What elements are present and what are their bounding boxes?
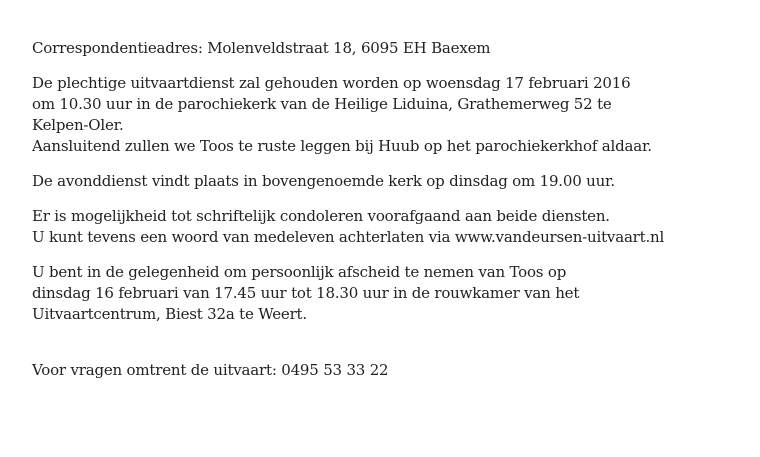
correspondence-address: Correspondentieadres: Molenveldstraat 18, 6095 EH Baexem <box>32 39 491 57</box>
farewell-line: dinsdag 16 februari van 17.45 uur tot 18.30 uur in de rouwkamer van het <box>32 284 580 302</box>
evening-service-paragraph <box>32 171 747 192</box>
funeral-service-paragraph <box>32 73 747 157</box>
funeral-notice-text <box>32 38 747 395</box>
farewell-line: U bent in de gelegenheid om persoonlijk afscheid te nemen van Toos op <box>32 263 567 281</box>
condolence-paragraph <box>32 206 747 248</box>
contact-phone-line: Voor vragen omtrent de uitvaart: 0495 53 33 22 <box>32 361 389 379</box>
condolence-website-line: U kunt tevens een woord van medeleven achterlaten via www.vandeursen-uitvaart.nl <box>32 228 665 246</box>
funeral-service-line: De plechtige uitvaartdienst zal gehouden worden op woensdag 17 februari 2016 <box>32 74 631 92</box>
funeral-service-line: om 10.30 uur in de parochiekerk van de Heilige Liduina, Grathemerweg 52 te <box>32 95 612 113</box>
farewell-paragraph <box>32 262 747 325</box>
contact-paragraph <box>32 360 747 381</box>
evening-service-line: De avonddienst vindt plaats in bovengenoemde kerk op dinsdag om 19.00 uur. <box>32 172 615 190</box>
farewell-location-line: Uitvaartcentrum, Biest 32a te Weert. <box>32 305 307 323</box>
funeral-service-line: Kelpen-Oler. <box>32 116 124 134</box>
condolence-line: Er is mogelijkheid tot schriftelijk condoleren voorafgaand aan beide diensten. <box>32 207 610 225</box>
burial-line: Aansluitend zullen we Toos te ruste leggen bij Huub op het parochiekerkhof aldaar. <box>32 137 652 155</box>
correspondence-address-paragraph <box>32 38 747 59</box>
